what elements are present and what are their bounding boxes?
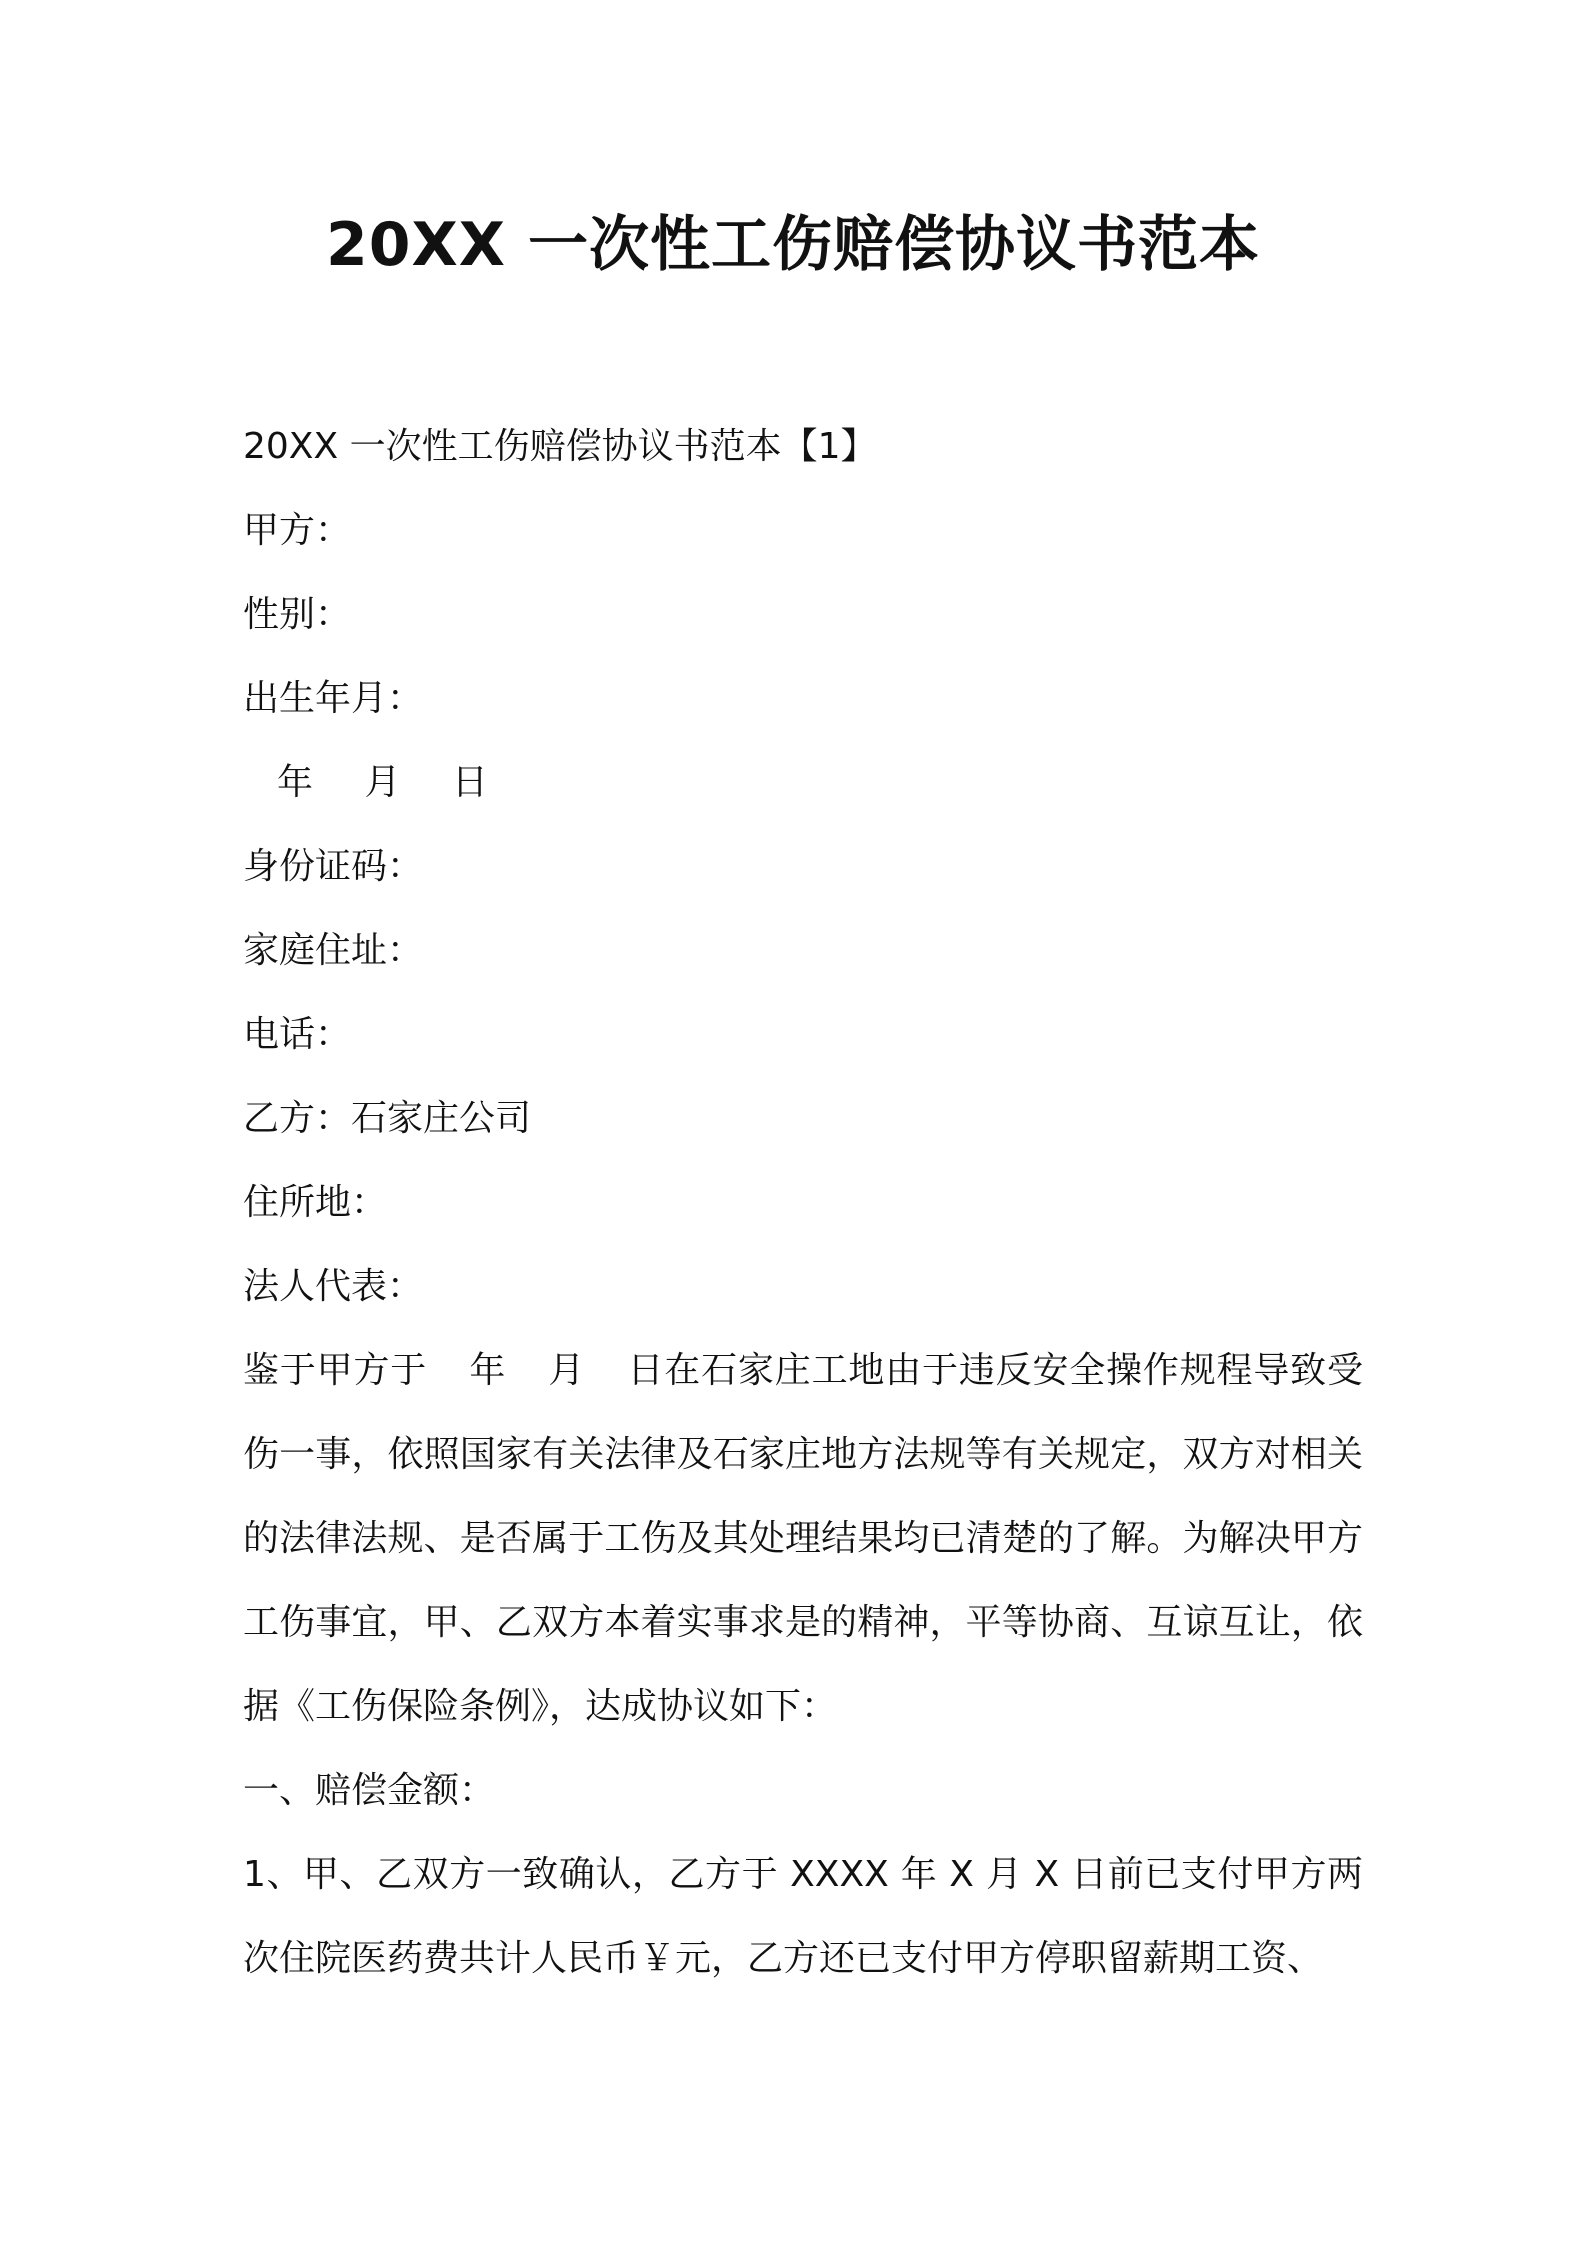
party-b-label: 乙方：石家庄公司	[243, 1098, 532, 1139]
birth-label: 出生年月：	[243, 678, 424, 719]
id-number-label: 身份证码：	[243, 846, 424, 887]
party-a-label: 甲方：	[243, 510, 352, 551]
agreement-subtitle: 20XX 一次性工伤赔偿协议书范本【1】	[243, 426, 877, 467]
preamble-paragraph: 鉴于甲方于 年 月 日在石家庄工地由于违反安全操作规程导致受伤一事，依照国家有关法律及石家庄地方法规等有关规定，双方对相关的法律法规、是否属于工伤及其处理结果均已清楚的了解。为解决甲方工伤事宜，甲、乙双方本着实事求是的精神，平等协商、互谅互让，依据《工伤保险条例》，达成协议如下：	[243, 1350, 1363, 1727]
legal-representative-label: 法人代表：	[243, 1266, 424, 1307]
gender-label: 性别：	[243, 594, 352, 635]
residence-label: 住所地：	[243, 1182, 388, 1223]
document-title: 20XX 一次性工伤赔偿协议书范本	[326, 210, 1260, 280]
document-body	[243, 405, 1363, 2001]
section-heading-compensation: 一、赔偿金额：	[243, 1770, 496, 1811]
birth-date-blank: 年 月 日	[277, 762, 488, 803]
home-address-label: 家庭住址：	[243, 930, 424, 971]
phone-label: 电话：	[243, 1014, 352, 1055]
clause-1-paragraph: 1、甲、乙双方一致确认，乙方于 XXXX 年 X 月 X 日前已支付甲方两次住院医药费共计人民币￥元，乙方还已支付甲方停职留薪期工资、	[243, 1854, 1363, 1979]
